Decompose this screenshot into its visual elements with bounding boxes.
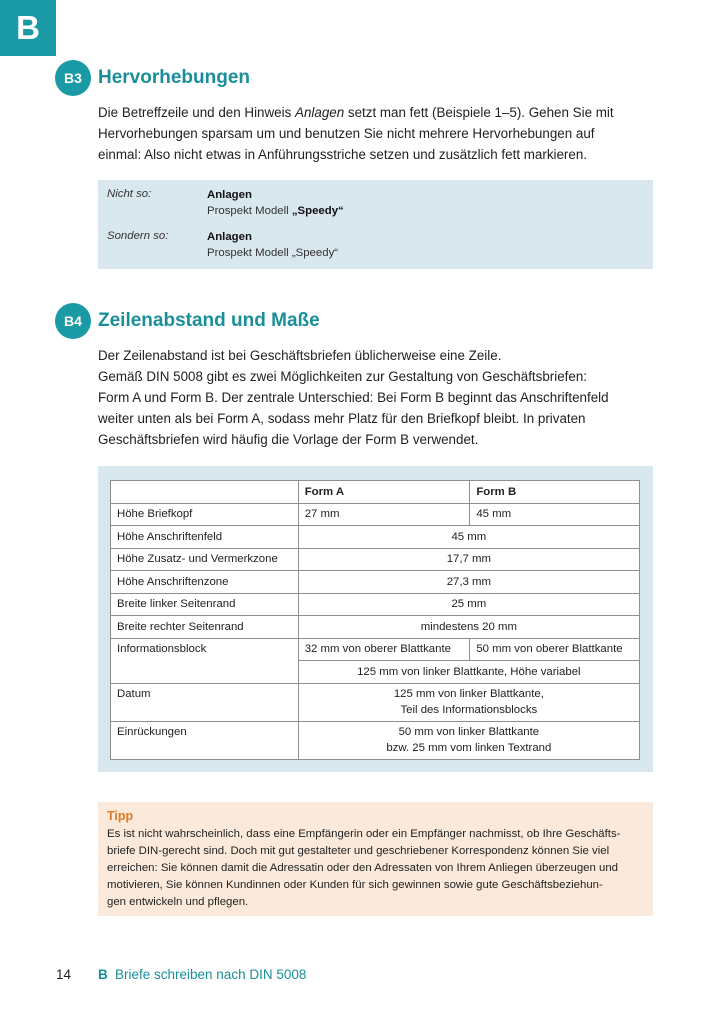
row-label: Höhe Anschriftenzone: [111, 571, 299, 594]
table-row: [111, 638, 640, 661]
section-badge-b3: B3: [55, 60, 91, 96]
section-heading-b3: Hervorhebungen: [98, 67, 251, 88]
tip-text: [107, 826, 620, 911]
row-label: Einrückungen: [111, 721, 299, 759]
table-row: [111, 548, 640, 571]
tip-line: erreichen: Sie können damit die Adressatin oder den Adressaten von Ihrem Anliegen überzeugen und: [107, 862, 619, 874]
paragraph-b4: [98, 345, 658, 450]
table-box: [98, 466, 653, 772]
table-row: [111, 593, 640, 616]
table-row: [111, 571, 640, 594]
right-label: Sondern so:: [107, 230, 169, 242]
tip-line: motivieren, Sie können Kundinnen oder Kunden für sich gewinnen sowie gute Geschäftsbeziehun-: [107, 879, 603, 891]
row-label: Höhe Zusatz- und Vermerkzone: [111, 548, 299, 571]
tip-title: Tipp: [107, 809, 134, 823]
paragraph-line: einmal: Also nicht etwas in Anführungsstriche setzen und zusätzlich fett markieren.: [98, 147, 588, 162]
row-label: Datum: [111, 683, 299, 721]
header-empty: [111, 481, 299, 504]
cell-both: 25 mm: [298, 593, 639, 616]
cell-form-b: 45 mm: [470, 503, 640, 526]
tip-line: Es ist nicht wahrscheinlich, dass eine Empfängerin oder ein Empfänger nachmisst, ob Ihre Geschäfts-: [107, 828, 621, 840]
cell-form-a: 27 mm: [298, 503, 470, 526]
row-label: Breite rechter Seitenrand: [111, 616, 299, 639]
paragraph-line: Form A und Form B. Der zentrale Unterschied: Bei Form B beginnt das Anschriftenfeld: [98, 390, 609, 405]
footer-chapter: B: [98, 967, 108, 982]
paragraph-line: Die Betreffzeile und den Hinweis Anlagen setzt man fett (Beispiele 1–5). Gehen Sie mit: [98, 105, 614, 120]
cell-both: 125 mm von linker Blattkante, Höhe variabel: [298, 661, 639, 684]
cell-both: mindestens 20 mm: [298, 616, 639, 639]
tip-line: gen entwickeln und pflegen.: [107, 896, 249, 908]
cell-both: 125 mm von linker Blattkante, Teil des Informationsblocks: [298, 683, 639, 721]
paragraph-line: Hervorhebungen sparsam um und benutzen Sie nicht mehrere Hervorhebungen auf: [98, 126, 595, 141]
wrong-example: Anlagen Prospekt Modell „Speedy“: [207, 189, 344, 217]
section-badge-b4: B4: [55, 303, 91, 339]
table-row: [111, 721, 640, 759]
header-form-a: Form A: [298, 481, 470, 504]
paragraph-line: Geschäftsbriefen wird häufig die Vorlage der Form B verwendet.: [98, 432, 479, 447]
cell-form-b: 50 mm von oberer Blattkante: [470, 638, 640, 661]
row-label: Breite linker Seitenrand: [111, 593, 299, 616]
cell-both: 27,3 mm: [298, 571, 639, 594]
wrong-label: Nicht so:: [107, 188, 152, 200]
tip-box: [98, 802, 653, 916]
row-label: Informationsblock: [111, 638, 299, 683]
footer-title: Briefe schreiben nach DIN 5008: [115, 967, 307, 982]
paragraph-line: Der Zeilenabstand ist bei Geschäftsbriefen üblicherweise eine Zeile.: [98, 348, 502, 363]
header-form-b: Form B: [470, 481, 640, 504]
paragraph-b3: [98, 102, 658, 165]
section-heading-b4: Zeilenabstand und Maße: [98, 310, 320, 331]
paragraph-line: Gemäß DIN 5008 gibt es zwei Möglichkeiten zur Gestaltung von Geschäftsbriefen:: [98, 369, 587, 384]
table-row: [111, 683, 640, 721]
cell-form-a: 32 mm von oberer Blattkante: [298, 638, 470, 661]
row-label: Höhe Anschriftenfeld: [111, 526, 299, 549]
cell-both: 50 mm von linker Blattkante bzw. 25 mm vom linken Textrand: [298, 721, 639, 759]
cell-both: 45 mm: [298, 526, 639, 549]
paragraph-line: weiter unten als bei Form A, sodass mehr Platz für den Briefkopf bleibt. In privaten: [98, 411, 586, 426]
tip-line: briefe DIN-gerecht sind. Doch mit gut gestalteter und geschriebener Korrespondenz können Sie viel: [107, 845, 610, 857]
dimensions-table: [110, 480, 640, 760]
table-row: [111, 526, 640, 549]
table-header-row: [111, 481, 640, 504]
table-row: [111, 503, 640, 526]
row-label: Höhe Briefkopf: [111, 503, 299, 526]
example-box: [98, 180, 653, 269]
page-number: 14: [56, 967, 72, 982]
table-row: [111, 616, 640, 639]
right-example: Anlagen Prospekt Modell „Speedy“: [207, 231, 339, 259]
cell-both: 17,7 mm: [298, 548, 639, 571]
chapter-tab: B: [0, 0, 56, 56]
